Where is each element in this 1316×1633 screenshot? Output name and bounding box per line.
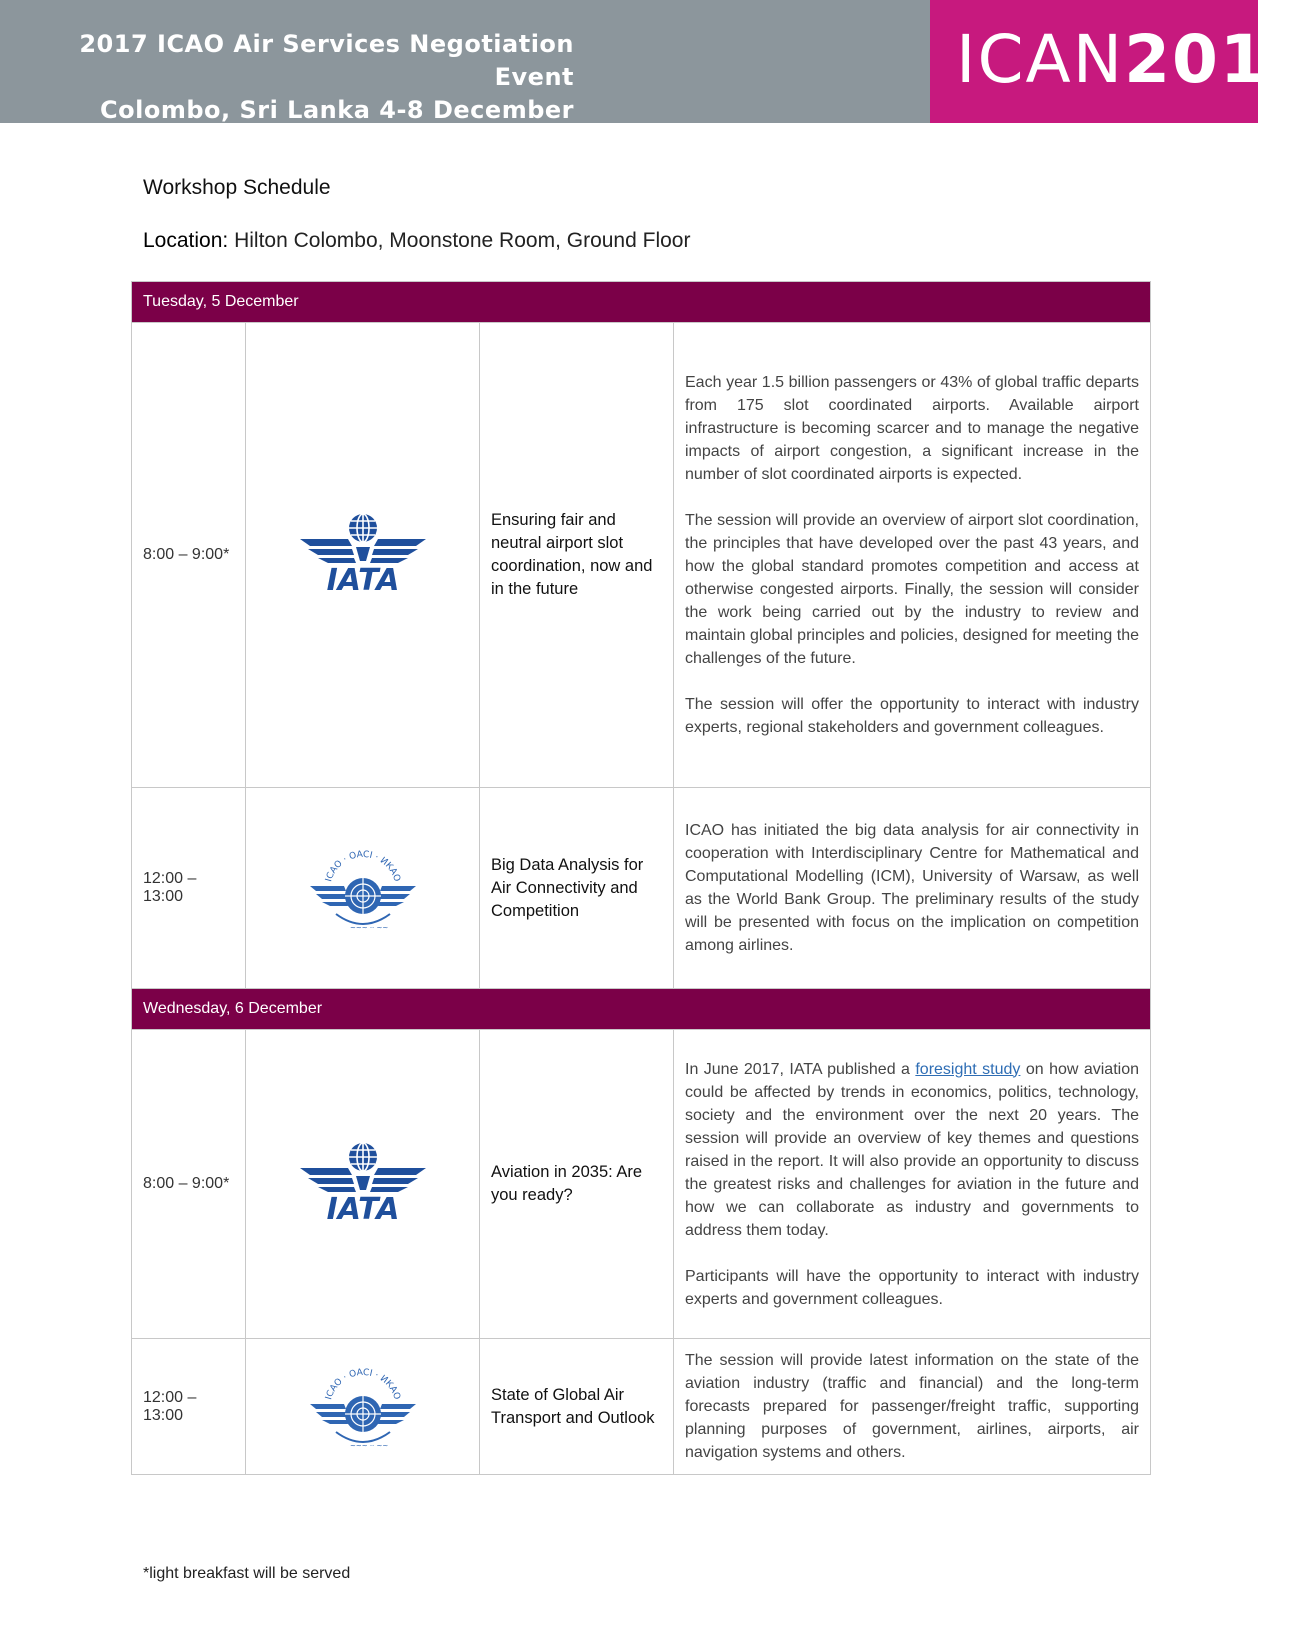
description-paragraph: Participants will have the opportunity to interact with industry experts and government colleagues. [685,1267,1139,1308]
session-description [674,323,1151,788]
day-header-row [132,989,1151,1030]
description-paragraph: The session will provide an overview of airport slot coordination, the principles that have developed over the past 43 years, and how the global standard promotes competition and access at otherwise congested airports. Finally, the session will consider the work being carried out by the industry to review and maintain global principles and policies, designed for meeting the challenges of the future. [685,512,1139,667]
description-paragraph [685,1058,1139,1242]
icao-emblem [246,788,480,989]
foresight-study-link[interactable]: foresight study [915,1060,1021,1078]
ican2017-logo [956,22,1316,98]
iata-logo [246,1030,480,1339]
header-banner-gray [0,0,930,123]
session-description [674,788,1151,989]
session-row [132,788,1151,989]
session-time: 8:00 – 9:00* [132,1030,246,1339]
ican-logo-year: 2017 [1124,21,1316,98]
session-title: State of Global Air Transport and Outlook [480,1339,674,1475]
session-description [674,1339,1151,1475]
page-title: Workshop Schedule [143,176,331,199]
day-header-tuesday: Tuesday, 5 December [132,282,1151,323]
session-time: 8:00 – 9:00* [132,323,246,788]
description-paragraph: Each year 1.5 billion passengers or 43% of global traffic departs from 175 slot coordinated airports. Available airport infrastructure is becoming scarcer and to manage the negative impacts of airport congestion, a significant increase in the number of slot coordinated airports is expected. [685,374,1139,483]
icao-emblem [246,1339,480,1475]
location-value: Hilton Colombo, Moonstone Room, Ground Floor [234,229,691,252]
description-paragraph: ICAO has initiated the big data analysis for air connectivity in cooperation with Interdisciplinary Centre for Mathematical and Computational Modelling (ICM), University of Warsaw, as well as the World Bank Group. The preliminary results of the study will be presented with focus on the implication on competition among airlines. [685,822,1139,954]
description-paragraph: The session will offer the opportunity to interact with industry experts, regional stakeholders and government colleagues. [685,696,1139,736]
session-time: 12:00 – 13:00 [132,788,246,989]
session-title: Aviation in 2035: Are you ready? [480,1030,674,1339]
event-title-line1: 2017 ICAO Air Services Negotiation Event [79,30,574,91]
svg-text:· ~~: · ~~ [371,1442,388,1450]
svg-text:~~~ ·: ~~~ · [349,923,372,932]
day-header-row [132,282,1151,323]
session-title: Big Data Analysis for Air Connectivity and Competition [480,788,674,989]
session-time: 12:00 – 13:00 [132,1339,246,1475]
description-paragraph: The session will provide latest information on the state of the aviation industry (traffic and financial) and the long-term forecasts prepared for passenger/freight traffic, supporting planning purposes of government, airlines, airports, air navigation systems and others. [685,1352,1139,1461]
iata-logo-wordmark: IATA [326,562,399,598]
ican-logo-panel [930,0,1316,123]
svg-text:~~~ ·: ~~~ · [349,1442,372,1450]
iata-logo [246,323,480,788]
event-title-line2: Colombo, Sri Lanka 4-8 December [100,96,574,124]
day-header-wednesday: Wednesday, 6 December [132,989,1151,1030]
event-title [0,28,574,127]
ican-logo-prefix: ICAN [956,21,1125,98]
session-row [132,323,1151,788]
footnote: *light breakfast will be served [143,1565,351,1582]
iata-logo-wordmark: IATA [326,1191,399,1227]
description-text: In June 2017, IATA published a [685,1060,916,1078]
session-row [132,1030,1151,1339]
description-text: on how aviation could be affected by trends in economics, politics, technology, society and the environment over the next 20 years. The session will provide an overview of key themes and questions raised in the report. It will also provide an opportunity to discuss the greatest risks and challenges for aviation in the future and how we can collaborate as industry and governments to address them today. [685,1060,1139,1239]
location-line [143,229,690,253]
svg-text:· ~~: · ~~ [371,923,388,932]
session-row [132,1339,1151,1475]
icao-arc-text: ICAO · OACI · ИКАО [323,1367,402,1402]
icao-arc-text: ICAO · OACI · ИКАО [323,849,402,883]
location-label: Location: [143,229,229,252]
session-description [674,1030,1151,1339]
session-title: Ensuring fair and neutral airport slot coordination, now and in the future [480,323,674,788]
workshop-schedule-table [131,281,1151,1475]
